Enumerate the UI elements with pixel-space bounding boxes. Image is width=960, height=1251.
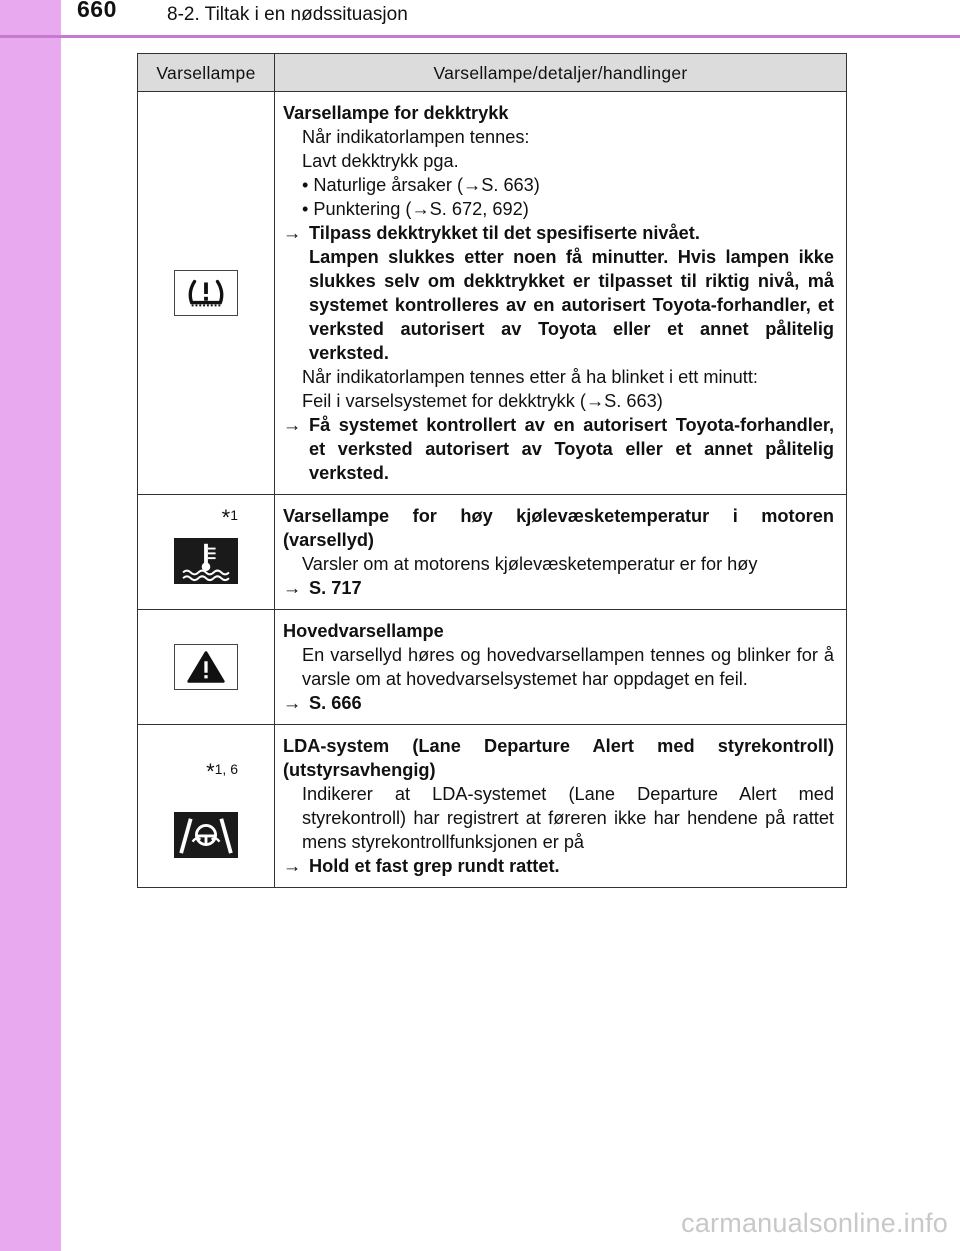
header-rule (0, 35, 960, 38)
bullet-item: • Naturlige årsaker (→S. 663) (302, 175, 540, 195)
lamp-cell (138, 610, 275, 725)
arrow-icon: → (283, 415, 302, 435)
table-row (138, 610, 847, 725)
detail-line: En varsellyd høres og hovedvarsellampen tennes og blinker for å varsle om at hovedvarselsystemet har oppdaget en feil. (302, 645, 834, 689)
lane-departure-steering-icon (174, 812, 238, 858)
lamp-title: Varsellampe for høy kjølevæsketemperatur i motoren (varsellyd) (283, 506, 834, 550)
action-text: S. 666 (309, 693, 362, 713)
coolant-temperature-icon (174, 538, 238, 584)
lamp-title: Hovedvarsellampe (283, 621, 444, 641)
detail-line: Varsler om at motorens kjølevæsketemperatur er for høy (302, 554, 758, 574)
action-text: Tilpass dekktrykket til det spesifiserte nivået. (309, 223, 700, 243)
action-line (283, 413, 834, 485)
arrow-icon: → (283, 693, 302, 713)
column-header-lamp: Varsellampe (138, 54, 275, 92)
footnote-mark: *1, 6 (206, 759, 238, 784)
details-cell (275, 725, 847, 888)
watermark: carmanualsonline.info (681, 1208, 948, 1238)
bullet-item: • Punktering (→S. 672, 692) (302, 199, 529, 219)
arrow-icon: → (283, 578, 302, 598)
lamp-title: LDA-system (Lane Departure Alert med styrekontroll) (utstyrsavhengig) (283, 736, 834, 780)
detail-line: Når indikatorlampen tennes: (302, 127, 530, 147)
action-detail: Lampen slukkes etter noen få minutter. Hvis lampen ikke slukkes selv om dekktrykket er tilpasset til riktig nivå, må systemet kontrolleres av en autorisert Toyota-forhandler, et verksted autorisert av Toyota eller et annet pålitelig verksted. (309, 247, 834, 363)
detail-line: Feil i varselsystemet for dekktrykk (→S. 663) (302, 391, 663, 411)
arrow-icon: → (283, 856, 302, 876)
action-line (283, 691, 834, 715)
action-text: Hold et fast grep rundt rattet. (309, 856, 560, 876)
sidebar-band (0, 0, 61, 1251)
lamp-cell (138, 495, 275, 610)
table-row (138, 92, 847, 495)
action-line (283, 221, 834, 365)
detail-line: Lavt dekktrykk pga. (302, 151, 459, 171)
page-number: 660 (77, 0, 117, 22)
master-warning-icon (174, 644, 238, 690)
warning-lamp-table (137, 53, 847, 888)
arrow-icon: → (283, 223, 302, 243)
details-cell (275, 92, 847, 495)
action-line (283, 854, 834, 878)
details-cell (275, 610, 847, 725)
lamp-cell (138, 92, 275, 495)
table-row (138, 495, 847, 610)
footnote-mark: *1 (221, 505, 238, 530)
details-cell (275, 495, 847, 610)
column-header-details: Varsellampe/detaljer/handlinger (275, 54, 847, 92)
lamp-cell (138, 725, 275, 888)
table-header-row (138, 54, 847, 92)
action-text: S. 717 (309, 578, 362, 598)
tire-pressure-warning-icon (174, 270, 238, 316)
lamp-title: Varsellampe for dekktrykk (283, 103, 509, 123)
action-line (283, 576, 834, 600)
detail-line: Indikerer at LDA-systemet (Lane Departure Alert med styrekontroll) har registrert at føreren ikke har hendene på rattet mens styrekontrollfunksjonen er på (302, 784, 834, 852)
table-row (138, 725, 847, 888)
section-title: 8-2. Tiltak i en nødssituasjon (167, 4, 408, 25)
detail-line: Når indikatorlampen tennes etter å ha blinket i ett minutt: (302, 367, 758, 387)
action-text: Få systemet kontrollert av en autorisert Toyota-forhandler, et verksted autorisert av Toyota eller et annet pålitelig verksted. (309, 415, 834, 483)
